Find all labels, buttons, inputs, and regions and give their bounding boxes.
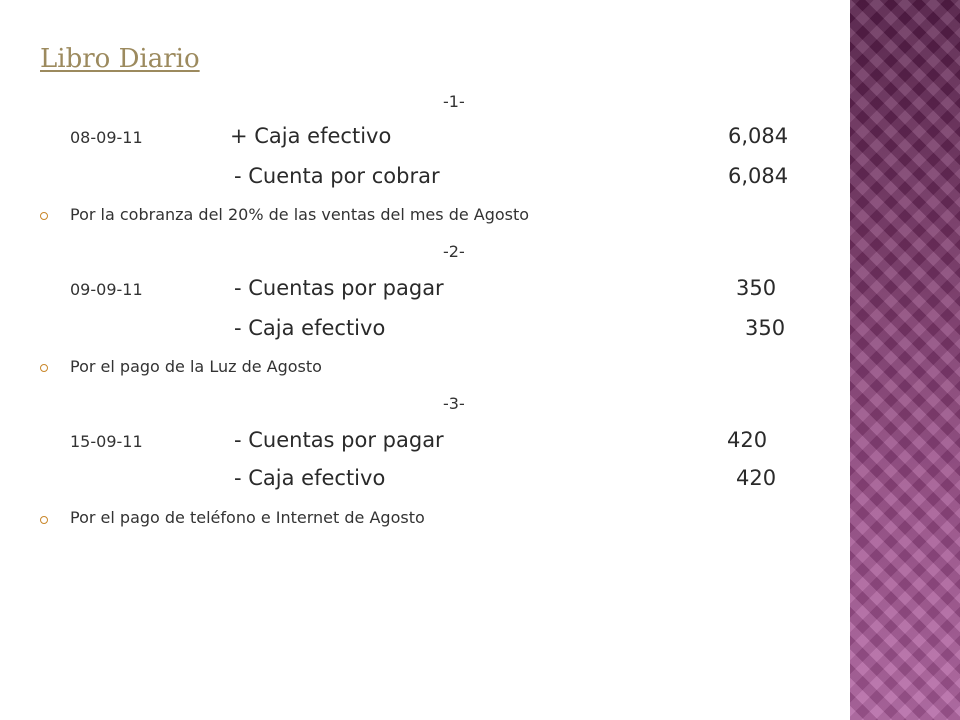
entry-note: Por la cobranza del 20% de las ventas del mes de Agosto — [70, 205, 530, 224]
credit-amount: 6,084 — [728, 164, 789, 188]
credit-account: - Caja efectivo — [234, 466, 386, 490]
debit-account: - Cuentas por pagar — [234, 276, 444, 300]
entry-number: -2- — [443, 242, 465, 261]
decorative-sidebar — [850, 0, 960, 720]
entry-number: -3- — [443, 394, 465, 413]
debit-account: + Caja efectivo — [230, 124, 392, 148]
credit-account: - Cuenta por cobrar — [234, 164, 440, 188]
entry-note: Por el pago de la Luz de Agosto — [70, 357, 322, 376]
entry-date: 09-09-11 — [70, 280, 143, 299]
debit-amount: 6,084 — [728, 124, 789, 148]
bullet-icon — [40, 516, 48, 524]
entry-date: 15-09-11 — [70, 432, 143, 451]
entry-date: 08-09-11 — [70, 128, 143, 147]
debit-amount: 420 — [727, 428, 768, 452]
bullet-icon — [40, 212, 48, 220]
entry-note: Por el pago de teléfono e Internet de Agosto — [70, 508, 425, 527]
page-title[interactable]: Libro Diario — [40, 44, 200, 74]
debit-amount: 350 — [736, 276, 777, 300]
entry-number: -1- — [443, 92, 465, 111]
debit-account: - Cuentas por pagar — [234, 428, 444, 452]
credit-account: - Caja efectivo — [234, 316, 386, 340]
credit-amount: 350 — [745, 316, 786, 340]
bullet-icon — [40, 364, 48, 372]
credit-amount: 420 — [736, 466, 777, 490]
